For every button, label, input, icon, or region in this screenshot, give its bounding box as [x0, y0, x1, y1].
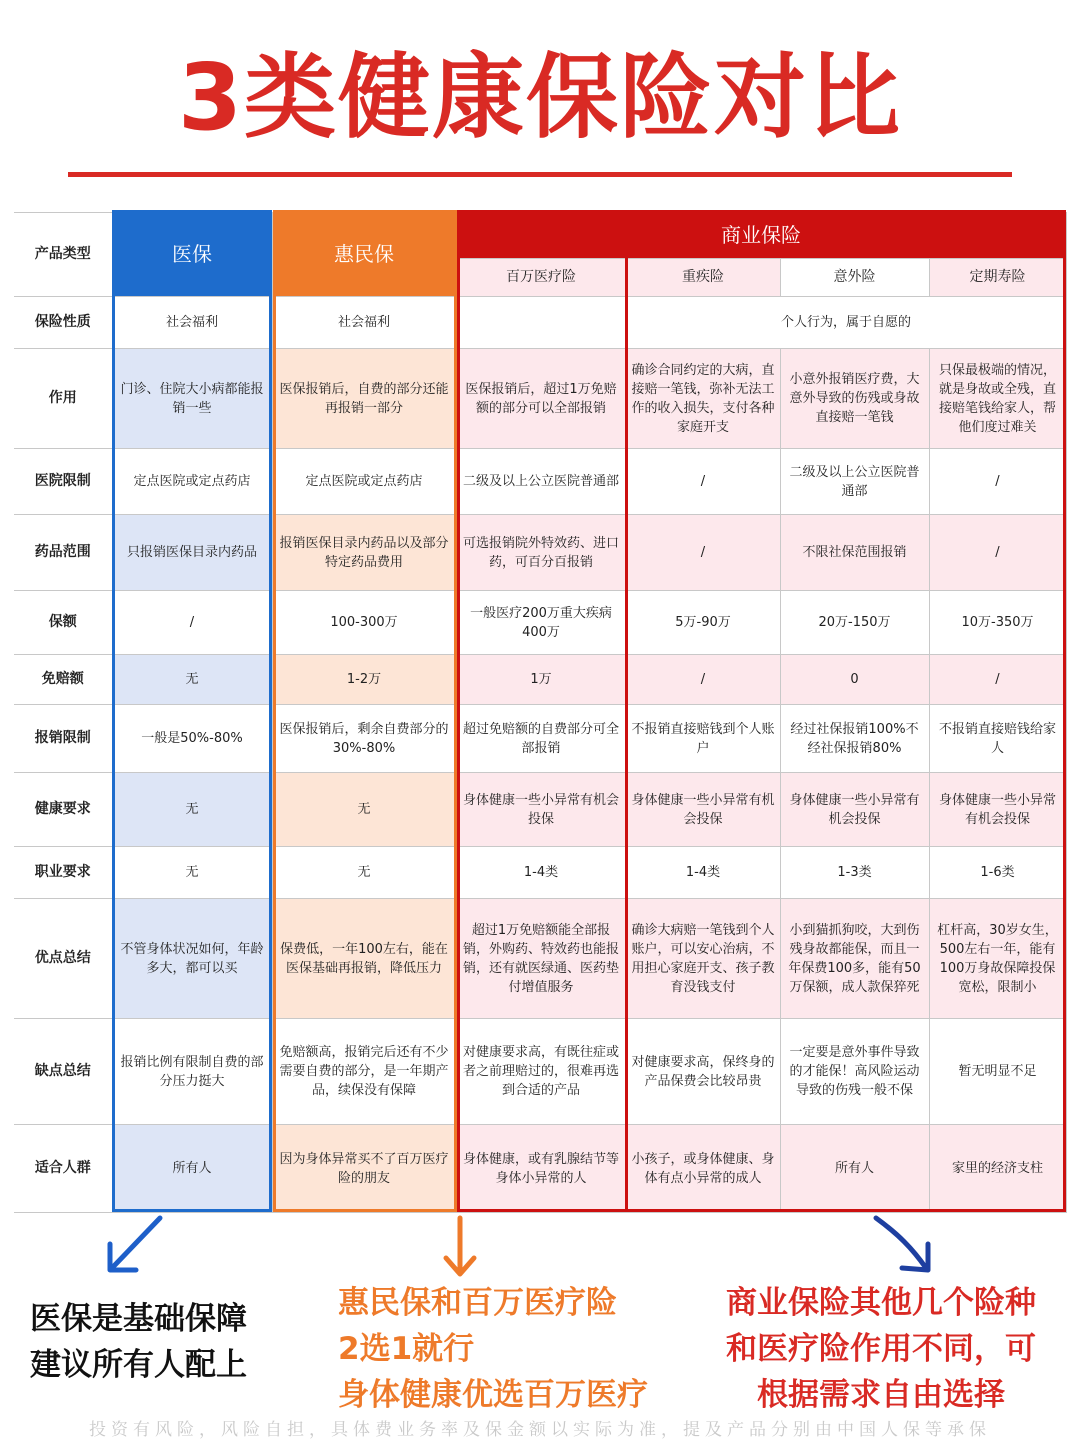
row-label: 健康要求 [14, 773, 112, 847]
cell-yibao: 报销比例有限制自费的部分压力挺大 [112, 1019, 272, 1125]
title-underline [68, 172, 1012, 177]
cell-huiminbao: 1-2万 [272, 655, 456, 705]
cell-zhongji: 1-4类 [626, 847, 780, 899]
table-row [14, 1125, 1066, 1213]
cell-dingqi: 只保最极端的情况，就是身故或全残，直接赔笔钱给家人，帮他们度过难关 [929, 349, 1066, 449]
blue-arrow-icon [100, 1214, 170, 1276]
cell-zhongji: / [626, 655, 780, 705]
cell-huiminbao: 定点医院或定点药店 [272, 449, 456, 515]
cell-zhongji: 5万-90万 [626, 591, 780, 655]
bottom-note-yibao [30, 1296, 330, 1388]
cell-baiwan: 一般医疗200万重大疾病400万 [456, 591, 626, 655]
header-row-main [14, 213, 1066, 259]
row-label: 作用 [14, 349, 112, 449]
cell-baiwan: 对健康要求高，有既往症或者之前理赔过的，很难再选到合适的产品 [456, 1019, 626, 1125]
note-line: 身体健康优选百万医疗 [338, 1377, 648, 1413]
cell-baiwan [456, 297, 626, 349]
cell-dingqi: 杠杆高，30岁女生，500左右一年，能有100万身故保障投保宽松，限制小 [929, 899, 1066, 1019]
column-header-huiminbao: 惠民保 [272, 213, 456, 297]
cell-yiwai: 一定要是意外事件导致的才能保！高风险运动导致的伤残一般不保 [780, 1019, 929, 1125]
subheader-dingqi: 定期寿险 [929, 259, 1066, 297]
row-label: 保额 [14, 591, 112, 655]
note-line: 根据需求自由选择 [757, 1377, 1005, 1413]
row-label: 医院限制 [14, 449, 112, 515]
cell-huiminbao: 无 [272, 773, 456, 847]
subheader-zhongji: 重疾险 [626, 259, 780, 297]
cell-yibao: 不管身体状况如何，年龄多大，都可以买 [112, 899, 272, 1019]
cell-huiminbao: 免赔额高，报销完后还有不少需要自费的部分，是一年期产品，续保没有保障 [272, 1019, 456, 1125]
note-line: 商业保险其他几个险种 [726, 1285, 1036, 1321]
cell-huiminbao: 因为身体异常买不了百万医疗险的朋友 [272, 1125, 456, 1213]
cell-baiwan: 身体健康，或有乳腺结节等身体小异常的人 [456, 1125, 626, 1213]
cell-yibao: 定点医院或定点药店 [112, 449, 272, 515]
cell-yiwai: 身体健康一些小异常有机会投保 [780, 773, 929, 847]
table-row [14, 1019, 1066, 1125]
cell-zhongji: 对健康要求高，保终身的产品保费会比较昂贵 [626, 1019, 780, 1125]
cell-huiminbao: 医保报销后，自费的部分还能再报销一部分 [272, 349, 456, 449]
cell-yiwai: 经过社保报销100%不经社保报销80% [780, 705, 929, 773]
cell-yibao: 无 [112, 773, 272, 847]
cell-zhongji: 确诊合同约定的大病，直接赔一笔钱，弥补无法工作的收入损失，支付各种家庭开支 [626, 349, 780, 449]
cell-dingqi: / [929, 655, 1066, 705]
table-row [14, 705, 1066, 773]
cell-yiwai: 所有人 [780, 1125, 929, 1213]
cell-yibao: 只报销医保目录内药品 [112, 515, 272, 591]
note-line: 惠民保和百万医疗险 [338, 1285, 617, 1321]
cell-dingqi: 1-6类 [929, 847, 1066, 899]
cell-baiwan: 医保报销后，超过1万免赔额的部分可以全部报销 [456, 349, 626, 449]
bottom-note-huiminbao [338, 1280, 698, 1418]
row-label: 保险性质 [14, 297, 112, 349]
note-line: 和医疗险作用不同，可 [726, 1331, 1036, 1367]
cell-yiwai: 二级及以上公立医院普通部 [780, 449, 929, 515]
cell-dingqi: 暂无明显不足 [929, 1019, 1066, 1125]
cell-commercial-merged: 个人行为，属于自愿的 [626, 297, 1066, 349]
table-row [14, 515, 1066, 591]
cell-yibao: 一般是50%-80% [112, 705, 272, 773]
bottom-note-commercial [706, 1280, 1056, 1418]
note-line: 医保是基础保障 [30, 1301, 247, 1337]
cell-baiwan: 二级及以上公立医院普通部 [456, 449, 626, 515]
note-line: 2选1就行 [338, 1331, 475, 1367]
cell-zhongji: 确诊大病赔一笔钱到个人账户，可以安心治病，不用担心家庭开支、孩子教育没钱支付 [626, 899, 780, 1019]
table-row [14, 773, 1066, 847]
cell-yiwai: 不限社保范围报销 [780, 515, 929, 591]
subheader-yiwai: 意外险 [780, 259, 929, 297]
cell-yibao: 无 [112, 847, 272, 899]
cell-yiwai: 小到猫抓狗咬，大到伤残身故都能保，而且一年保费100多，能有50万保额，成人款保猝死 [780, 899, 929, 1019]
table-row [14, 297, 1066, 349]
page-title: 3类健康保险对比 [177, 44, 902, 151]
cell-yiwai: 20万-150万 [780, 591, 929, 655]
row-label: 适合人群 [14, 1125, 112, 1213]
table-row [14, 449, 1066, 515]
cell-baiwan: 1万 [456, 655, 626, 705]
cell-zhongji: / [626, 449, 780, 515]
cell-huiminbao: 保费低，一年100左右，能在医保基础再报销，降低压力 [272, 899, 456, 1019]
cell-dingqi: 家里的经济支柱 [929, 1125, 1066, 1213]
cell-yibao: 所有人 [112, 1125, 272, 1213]
cell-yibao: 社会福利 [112, 297, 272, 349]
cell-dingqi: 身体健康一些小异常有机会投保 [929, 773, 1066, 847]
disclaimer-text: 投资有风险，风险自担，具体费业务率及保金额以实际为准，提及产品分别由中国人保等承保 [89, 1420, 991, 1440]
cell-huiminbao: 无 [272, 847, 456, 899]
cell-zhongji: / [626, 515, 780, 591]
cell-yiwai: 小意外报销医疗费，大意外导致的伤残或身故直接赔一笔钱 [780, 349, 929, 449]
table-row [14, 847, 1066, 899]
row-label: 职业要求 [14, 847, 112, 899]
cell-yiwai: 1-3类 [780, 847, 929, 899]
table-row [14, 899, 1066, 1019]
cell-zhongji: 身体健康一些小异常有机会投保 [626, 773, 780, 847]
cell-baiwan: 身体健康一些小异常有机会投保 [456, 773, 626, 847]
cell-yiwai: 0 [780, 655, 929, 705]
note-line: 建议所有人配上 [30, 1347, 247, 1383]
cell-dingqi: / [929, 449, 1066, 515]
cell-huiminbao: 社会福利 [272, 297, 456, 349]
row-label: 药品范围 [14, 515, 112, 591]
row-label: 优点总结 [14, 899, 112, 1019]
cell-huiminbao: 报销医保目录内药品以及部分特定药品费用 [272, 515, 456, 591]
cell-huiminbao: 医保报销后，剩余自费部分的30%-80% [272, 705, 456, 773]
row-label: 报销限制 [14, 705, 112, 773]
column-header-commercial: 商业保险 [456, 213, 1066, 259]
cell-zhongji: 不报销直接赔钱到个人账户 [626, 705, 780, 773]
corner-label: 产品类型 [14, 213, 112, 297]
cell-baiwan: 可选报销院外特效药、进口药，可百分百报销 [456, 515, 626, 591]
cell-dingqi: 不报销直接赔钱给家人 [929, 705, 1066, 773]
table-row [14, 591, 1066, 655]
subheader-baiwan: 百万医疗险 [456, 259, 626, 297]
cell-zhongji: 小孩子，或身体健康、身体有点小异常的成人 [626, 1125, 780, 1213]
cell-dingqi: 10万-350万 [929, 591, 1066, 655]
cell-baiwan: 1-4类 [456, 847, 626, 899]
cell-baiwan: 超过免赔额的自费部分可全部报销 [456, 705, 626, 773]
cell-yibao: 门诊、住院大小病都能报销一些 [112, 349, 272, 449]
column-header-yibao: 医保 [112, 213, 272, 297]
table-row [14, 655, 1066, 705]
cell-baiwan: 超过1万免赔额能全部报销，外购药、特效药也能报销，还有就医绿通、医药垫付增值服务 [456, 899, 626, 1019]
cell-huiminbao: 100-300万 [272, 591, 456, 655]
row-label: 缺点总结 [14, 1019, 112, 1125]
cell-dingqi: / [929, 515, 1066, 591]
table-row [14, 349, 1066, 449]
navy-arrow-icon [868, 1214, 938, 1276]
comparison-table [14, 212, 1067, 1213]
cell-yibao: / [112, 591, 272, 655]
row-label: 免赔额 [14, 655, 112, 705]
cell-yibao: 无 [112, 655, 272, 705]
orange-arrow-icon [440, 1214, 480, 1278]
